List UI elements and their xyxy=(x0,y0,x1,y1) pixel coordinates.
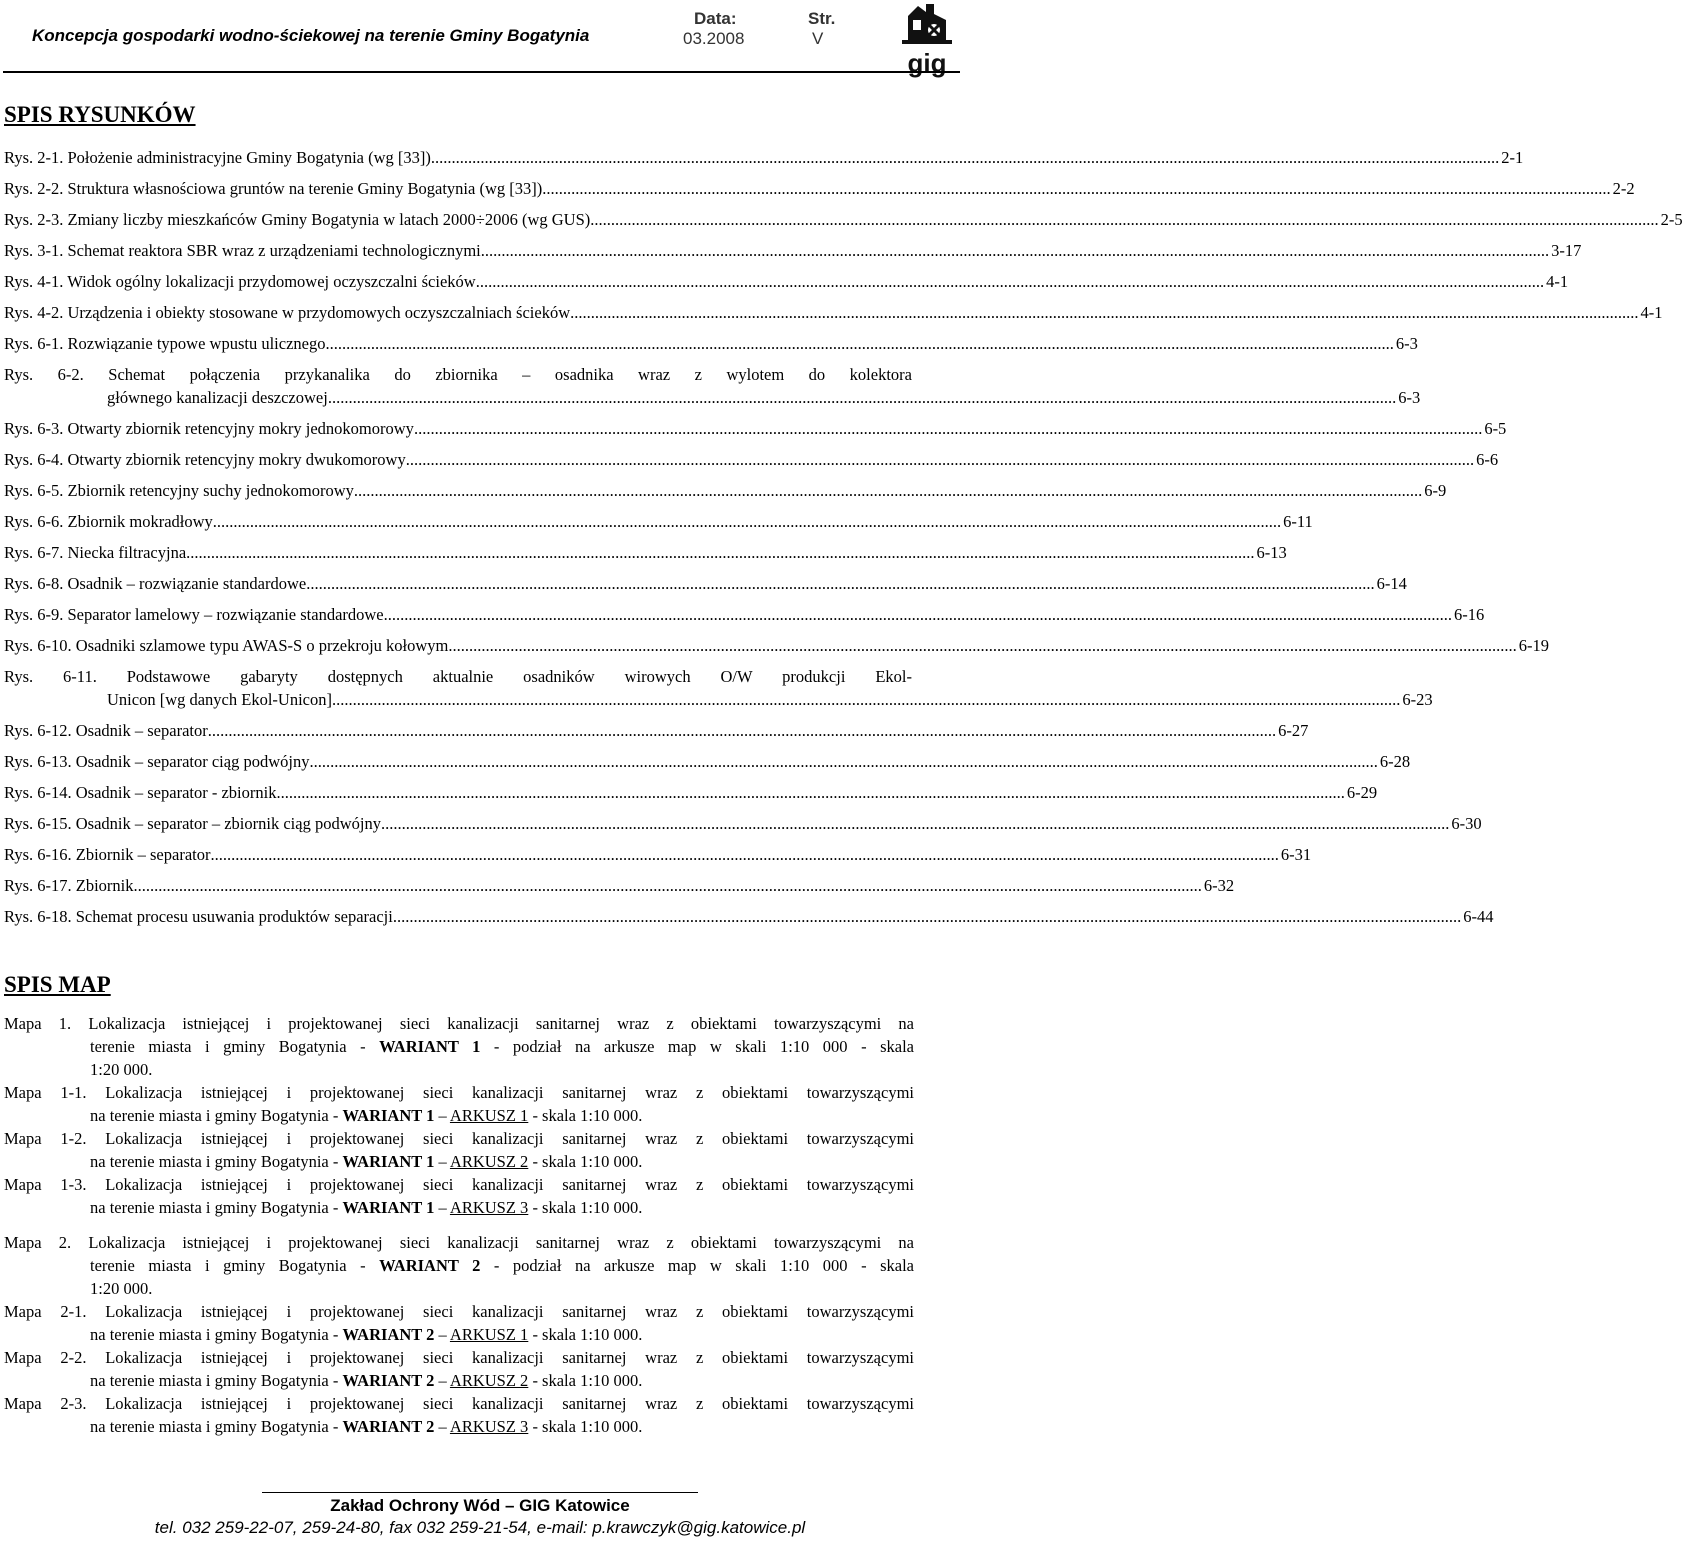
toc-entry[interactable]: Rys. 6-15. Osadnik – separator – zbiornik ciąg podwójny ..... 6-30 xyxy=(4,812,912,835)
gig-logo xyxy=(896,0,958,78)
footer-divider xyxy=(262,1492,698,1493)
page-header xyxy=(0,0,960,78)
maps-heading: SPIS MAP xyxy=(4,972,111,997)
map-entry[interactable]: Mapa 2-3. Lokalizacja istniejącej i projektowanej sieci kanalizacji sanitarnej wraz z obiektami towarzyszącymi na terenie miasta i gminy Bogatynia - WARIANT 2 – ARKUSZ 3 - skala 1:10 000. xyxy=(4,1394,914,1436)
map-entry[interactable]: Mapa 2-1. Lokalizacja istniejącej i projektowanej sieci kanalizacji sanitarnej wraz z obiektami towarzyszącymi na terenie miasta i gminy Bogatynia - WARIANT 2 – ARKUSZ 1 - skala 1:10 000. xyxy=(4,1302,914,1344)
toc-entry[interactable]: Rys. 6-17. Zbiornik ..... 6-32 xyxy=(4,874,912,897)
figures-list xyxy=(4,146,1683,928)
toc-entry[interactable]: Rys. 6-4. Otwarty zbiornik retencyjny mokry dwukomorowy ..... 6-6 xyxy=(4,448,912,471)
map-entry[interactable]: Mapa 2. Lokalizacja istniejącej i projektowanej sieci kanalizacji sanitarnej wraz z obiektami towarzyszącymi na terenie miasta i gminy Bogatynia - WARIANT 2 - podział na arkusze map w skali 1:10 000 - skala 1:20 000. xyxy=(4,1233,915,1298)
toc-entry[interactable]: Rys. 6-8. Osadnik – rozwiązanie standardowe ..... 6-14 xyxy=(4,572,912,595)
figures-heading: SPIS RYSUNKÓW xyxy=(4,102,196,127)
toc-entry[interactable]: Rys. 6-1. Rozwiązanie typowe wpustu ulicznego ..... 6-3 xyxy=(4,332,912,355)
toc-entry[interactable]: Rys. 6-13. Osadnik – separator ciąg podwójny ..... 6-28 xyxy=(4,750,912,773)
toc-entry[interactable]: Rys. 2-1. Położenie administracyjne Gminy Bogatynia (wg [33]) ..... 2-1 xyxy=(4,146,912,169)
toc-entry[interactable]: Rys. 6-6. Zbiornik mokradłowy ..... 6-11 xyxy=(4,510,912,533)
toc-entry[interactable]: Rys. 6-16. Zbiornik – separator ..... 6-31 xyxy=(4,843,912,866)
footer-organization: Zakład Ochrony Wód – GIG Katowice xyxy=(330,1496,630,1515)
logo-text: gig xyxy=(907,48,947,78)
toc-entry[interactable]: Rys. 6-18. Schemat procesu usuwania produktów separacji ..... 6-44 xyxy=(4,905,912,928)
toc-entry[interactable]: Rys. 6-11. Podstawowe gabaryty dostępnych aktualnie osadników wirowych O/W produkcji Ekol- Unicon [wg danych Ekol-Unicon] ..... 6-23 xyxy=(4,665,912,711)
toc-entry[interactable]: Rys. 4-2. Urządzenia i obiekty stosowane w przydomowych oczyszczalniach ścieków ..... 4-1 xyxy=(4,301,912,324)
toc-entry[interactable]: Rys. 6-12. Osadnik – separator ..... 6-27 xyxy=(4,719,912,742)
toc-entry[interactable]: Rys. 6-5. Zbiornik retencyjny suchy jednokomorowy ..... 6-9 xyxy=(4,479,912,502)
toc-entry[interactable]: Rys. 4-1. Widok ogólny lokalizacji przydomowej oczyszczalni ścieków ..... 4-1 xyxy=(4,270,912,293)
map-entry[interactable]: Mapa 1-2. Lokalizacja istniejącej i projektowanej sieci kanalizacji sanitarnej wraz z obiektami towarzyszącymi na terenie miasta i gminy Bogatynia - WARIANT 1 – ARKUSZ 2 - skala 1:10 000. xyxy=(4,1129,914,1171)
date-value: 03.2008 xyxy=(683,29,745,48)
toc-entry[interactable]: Rys. 2-3. Zmiany liczby mieszkańców Gminy Bogatynia w latach 2000÷2006 (wg GUS) ..... 2-5 xyxy=(4,208,912,231)
map-entry[interactable]: Mapa 1. Lokalizacja istniejącej i projektowanej sieci kanalizacji sanitarnej wraz z obiektami towarzyszącymi na terenie miasta i gminy Bogatynia - WARIANT 1 - podział na arkusze map w skali 1:10 000 - skala 1:20 000. xyxy=(4,1014,915,1079)
map-entry[interactable]: Mapa 1-1. Lokalizacja istniejącej i projektowanej sieci kanalizacji sanitarnej wraz z obiektami towarzyszącymi na terenie miasta i gminy Bogatynia - WARIANT 1 – ARKUSZ 1 - skala 1:10 000. xyxy=(4,1083,914,1125)
date-label: Data: xyxy=(694,9,737,28)
map-entry[interactable]: Mapa 1-3. Lokalizacja istniejącej i projektowanej sieci kanalizacji sanitarnej wraz z obiektami towarzyszącymi na terenie miasta i gminy Bogatynia - WARIANT 1 – ARKUSZ 3 - skala 1:10 000. xyxy=(4,1175,914,1217)
page-number: V xyxy=(812,29,824,48)
document-title: Koncepcja gospodarki wodno-ściekowej na terenie Gminy Bogatynia xyxy=(32,26,590,45)
toc-entry[interactable]: Rys. 6-14. Osadnik – separator - zbiornik ..... 6-29 xyxy=(4,781,912,804)
toc-entry[interactable]: Rys. 6-9. Separator lamelowy – rozwiązanie standardowe ..... 6-16 xyxy=(4,603,912,626)
toc-entry[interactable]: Rys. 6-3. Otwarty zbiornik retencyjny mokry jednokomorowy ..... 6-5 xyxy=(4,417,912,440)
map-entry[interactable]: Mapa 2-2. Lokalizacja istniejącej i projektowanej sieci kanalizacji sanitarnej wraz z obiektami towarzyszącymi na terenie miasta i gminy Bogatynia - WARIANT 2 – ARKUSZ 2 - skala 1:10 000. xyxy=(4,1348,914,1390)
page-label: Str. xyxy=(808,9,836,28)
header-divider xyxy=(3,71,960,73)
toc-entry[interactable]: Rys. 2-2. Struktura własnościowa gruntów na terenie Gminy Bogatynia (wg [33]) ..... 2-2 xyxy=(4,177,912,200)
toc-entry[interactable]: Rys. 6-2. Schemat połączenia przykanalika do zbiornika – osadnika wraz z wylotem do kolektora głównego kanalizacji deszczowej ..... 6-3 xyxy=(4,363,912,409)
toc-entry[interactable]: Rys. 6-7. Niecka filtracyjna ..... 6-13 xyxy=(4,541,912,564)
toc-entry[interactable]: Rys. 6-10. Osadniki szlamowe typu AWAS-S o przekroju kołowym ..... 6-19 xyxy=(4,634,912,657)
toc-entry[interactable]: Rys. 3-1. Schemat reaktora SBR wraz z urządzeniami technologicznymi ..... 3-17 xyxy=(4,239,912,262)
footer-contact: tel. 032 259-22-07, 259-24-80, fax 032 259-21-54, e-mail: p.krawczyk@gig.katowice.pl xyxy=(154,1518,806,1537)
